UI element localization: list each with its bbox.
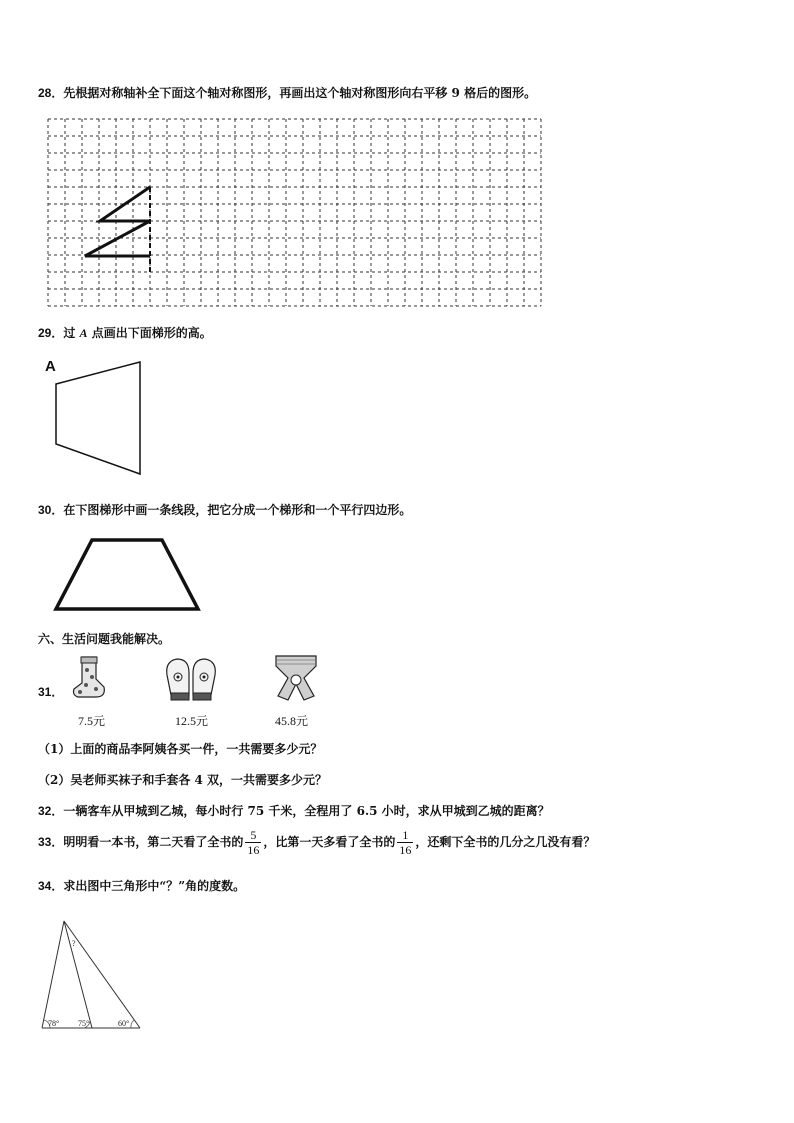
question-number: 32． <box>38 804 64 818</box>
scarf-price: 45.8元 <box>275 714 309 728</box>
fraction-5-16: $\frac{5}{16}$ <box>247 828 260 857</box>
question-31-number: 31． <box>38 685 64 699</box>
fraction-1-16: $\frac{1}{16}$ <box>399 828 412 857</box>
question-number: 28． <box>38 86 64 100</box>
question-text: 一辆客车从甲城到乙城，每小时行 75 千米，全程用了 6.5 小时，求从甲城到乙城的距离？ <box>63 804 550 818</box>
question-text: 在下图梯形中画一条线段，把它分成一个梯形和一个平行四边形。 <box>63 503 412 517</box>
question-text-post: 点画出下面梯形的高。 <box>87 326 212 340</box>
question-31-part-1: （1）上面的商品李阿姨各买一件，一共需要多少元？ <box>38 742 323 756</box>
question-text-pre: 过 <box>63 326 80 340</box>
question-number: 33． <box>38 835 64 849</box>
mittens-price: 12.5元 <box>175 714 209 728</box>
question-number: 34． <box>38 879 64 893</box>
question-text-1: 明明看一本书，第二天看了全书的 <box>63 835 244 849</box>
unknown-angle-label: ? <box>72 939 76 948</box>
point-variable: A <box>79 326 88 340</box>
question-text: 先根据对称轴补全下面这个轴对称图形，再画出这个轴对称图形向右平移 9 格后的图形。 <box>63 86 537 100</box>
angle-60-label: 60° <box>118 1019 130 1028</box>
sock-price: 7.5元 <box>78 714 106 728</box>
angle-75-label: 75° <box>78 1019 90 1028</box>
question-text-3: ，还剩下全书的几分之几没有看？ <box>415 835 596 849</box>
question-number: 29． <box>38 326 64 340</box>
point-a-label: A <box>45 358 56 375</box>
question-number: 30． <box>38 503 64 517</box>
question-text-2: ，比第一天多看了全书的 <box>263 835 396 849</box>
angle-78-label: 78° <box>48 1019 60 1028</box>
question-text: 求出图中三角形中“？”角的度数。 <box>63 879 246 893</box>
question-31-part-2: （2）吴老师买袜子和手套各 4 双，一共需要多少元？ <box>38 773 328 787</box>
section-6-title: 六、生活问题我能解决。 <box>38 632 171 646</box>
